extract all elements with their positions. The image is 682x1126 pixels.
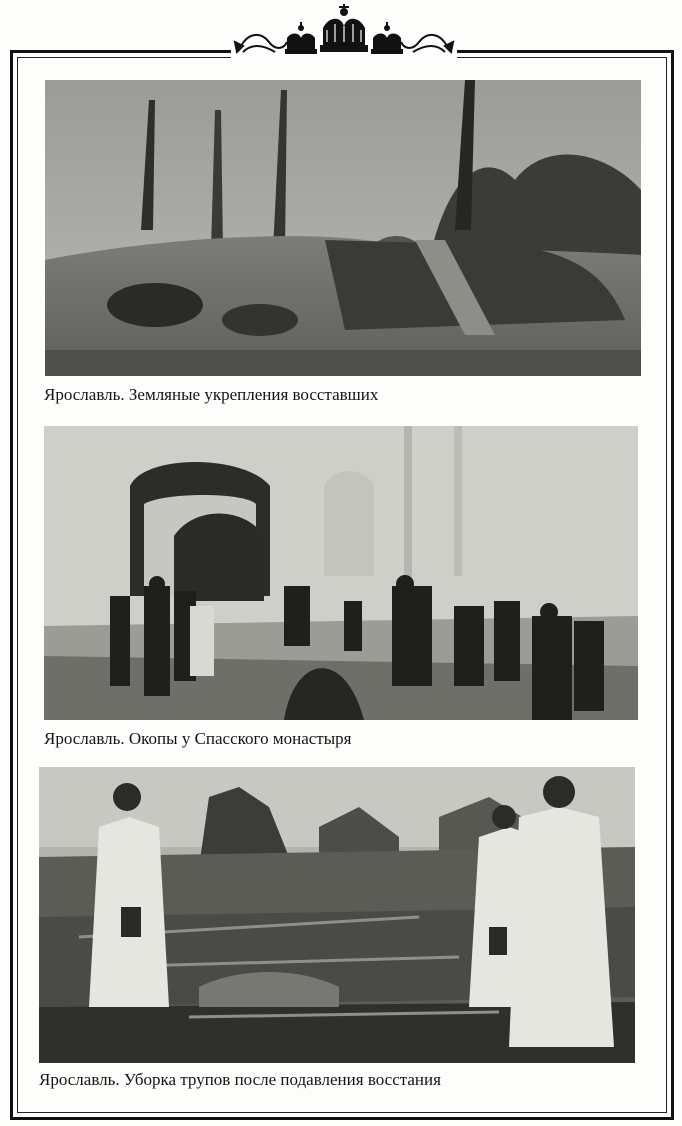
ribbon-icon bbox=[235, 35, 287, 52]
crown-icon bbox=[371, 22, 403, 54]
photo-earthen-fortifications bbox=[45, 80, 641, 376]
caption-earthen-fortifications: Ярославль. Земляные укрепления восставших bbox=[44, 385, 379, 404]
photo-spassky-monastery-trenches bbox=[44, 426, 638, 720]
crown-icon bbox=[285, 22, 317, 54]
crown-icon bbox=[320, 4, 368, 52]
photo-removal-of-bodies bbox=[39, 767, 635, 1063]
ribbon-icon bbox=[401, 35, 453, 52]
caption-removal-of-bodies: Ярославль. Уборка трупов после подавления восстания bbox=[39, 1070, 441, 1089]
header-ornament bbox=[231, 2, 457, 64]
caption-spassky-monastery-trenches: Ярославль. Окопы у Спасского монастыря bbox=[44, 729, 352, 748]
